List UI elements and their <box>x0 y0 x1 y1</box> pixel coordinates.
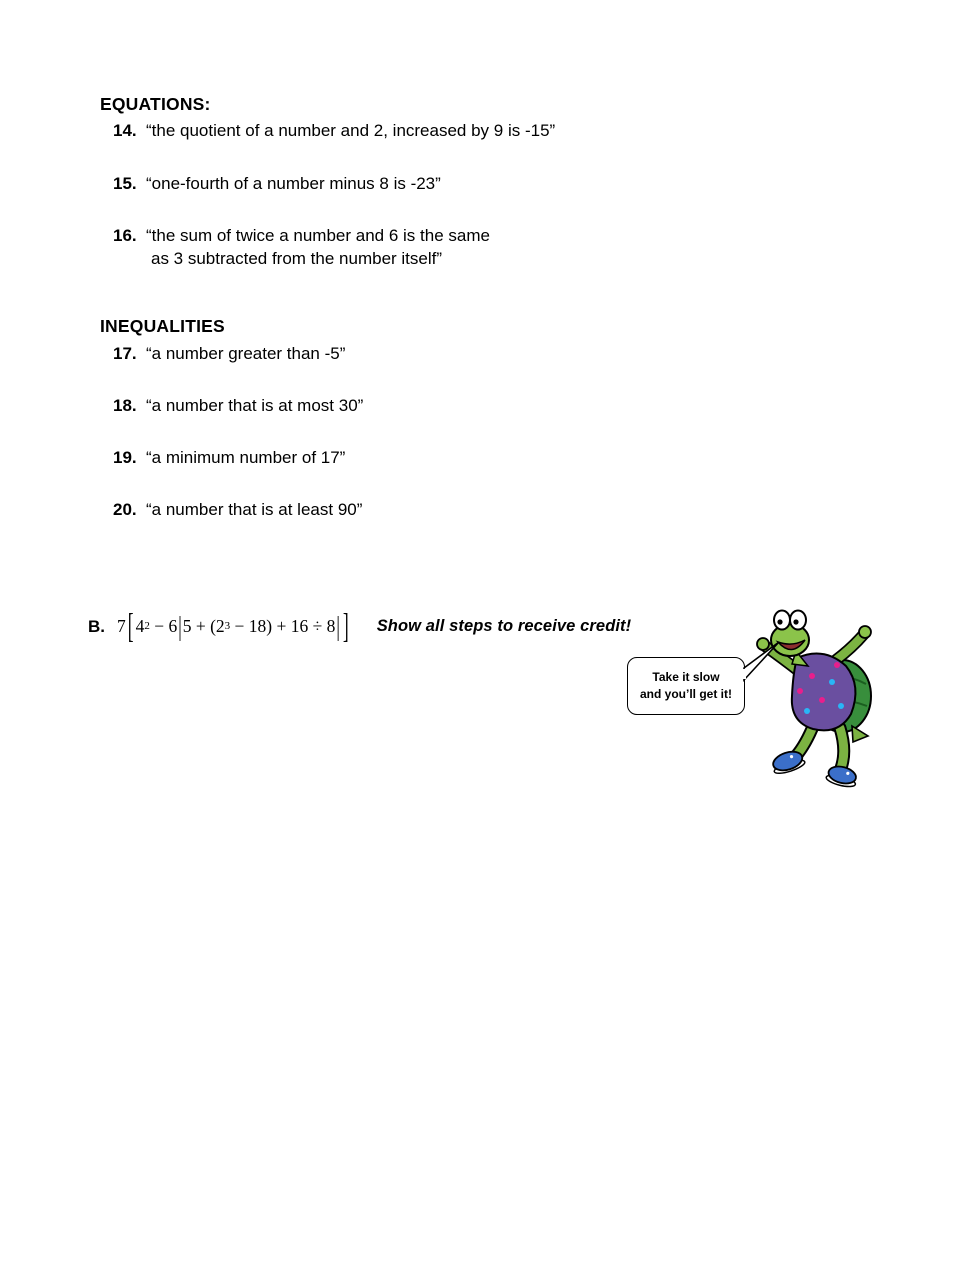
show-steps-instruction: Show all steps to receive credit! <box>376 617 632 635</box>
equations-heading: EQUATIONS: <box>100 93 211 114</box>
problem-17-number: 17. <box>113 344 137 363</box>
problem-20-text: “a number that is at least 90” <box>146 500 363 519</box>
problem-16-line2: as 3 subtracted from the number itself” <box>151 249 443 268</box>
turtle-right-arm <box>836 626 871 660</box>
problem-18-text: “a number that is at most 30” <box>146 396 364 415</box>
problem-19-text: “a minimum number of 17” <box>146 448 346 467</box>
problem-15-text: “one-fourth of a number minus 8 is -23” <box>146 174 441 193</box>
problem-14-text: “the quotient of a number and 2, increased by 9 is -15” <box>146 121 556 140</box>
problem-16-number: 16. <box>113 226 137 245</box>
problem-16-line1: “the sum of twice a number and 6 is the same <box>146 226 490 245</box>
turtle-illustration <box>752 596 877 796</box>
expr-base1: 4 <box>135 616 145 636</box>
expr-inner2: − 18) + 16 ÷ 8 <box>230 616 336 636</box>
speech-bubble-tail <box>735 628 795 688</box>
problem-15-number: 15. <box>113 174 137 193</box>
speech-bubble-line2: and you’ll get it! <box>640 687 732 701</box>
part-b <box>88 605 632 646</box>
expr-left-bracket: [ <box>127 605 134 646</box>
problem-18 <box>113 394 363 417</box>
speech-bubble-line1: Take it slow <box>652 669 720 684</box>
turtle-shoe-back <box>825 764 859 789</box>
problem-16 <box>113 224 490 270</box>
expr-inner1: 5 + (2 <box>182 616 225 636</box>
problem-19 <box>113 446 345 469</box>
expr-exponent2: 3 <box>224 619 231 632</box>
problem-14 <box>113 119 555 142</box>
problem-20 <box>113 498 362 521</box>
expr-right-abs-bar: | <box>336 610 340 642</box>
problem-17-text: “a number greater than -5” <box>146 344 346 363</box>
problem-14-number: 14. <box>113 121 137 140</box>
math-expression <box>117 605 351 646</box>
problem-17 <box>113 342 345 365</box>
problem-16-text <box>146 224 490 270</box>
problem-19-number: 19. <box>113 448 137 467</box>
problem-20-number: 20. <box>113 500 137 519</box>
problem-15 <box>113 172 441 195</box>
expr-left-abs-bar: | <box>178 610 182 642</box>
turtle-tail <box>852 726 868 742</box>
expr-mid: − 6 <box>149 616 178 636</box>
expr-coefficient: 7 <box>117 616 126 636</box>
inequalities-heading: INEQUALITIES <box>100 315 225 336</box>
problem-18-number: 18. <box>113 396 137 415</box>
part-b-label: B. <box>88 616 105 636</box>
expr-right-bracket: ] <box>342 605 349 646</box>
speech-bubble <box>627 657 745 715</box>
expr-exponent1: 2 <box>144 619 150 632</box>
